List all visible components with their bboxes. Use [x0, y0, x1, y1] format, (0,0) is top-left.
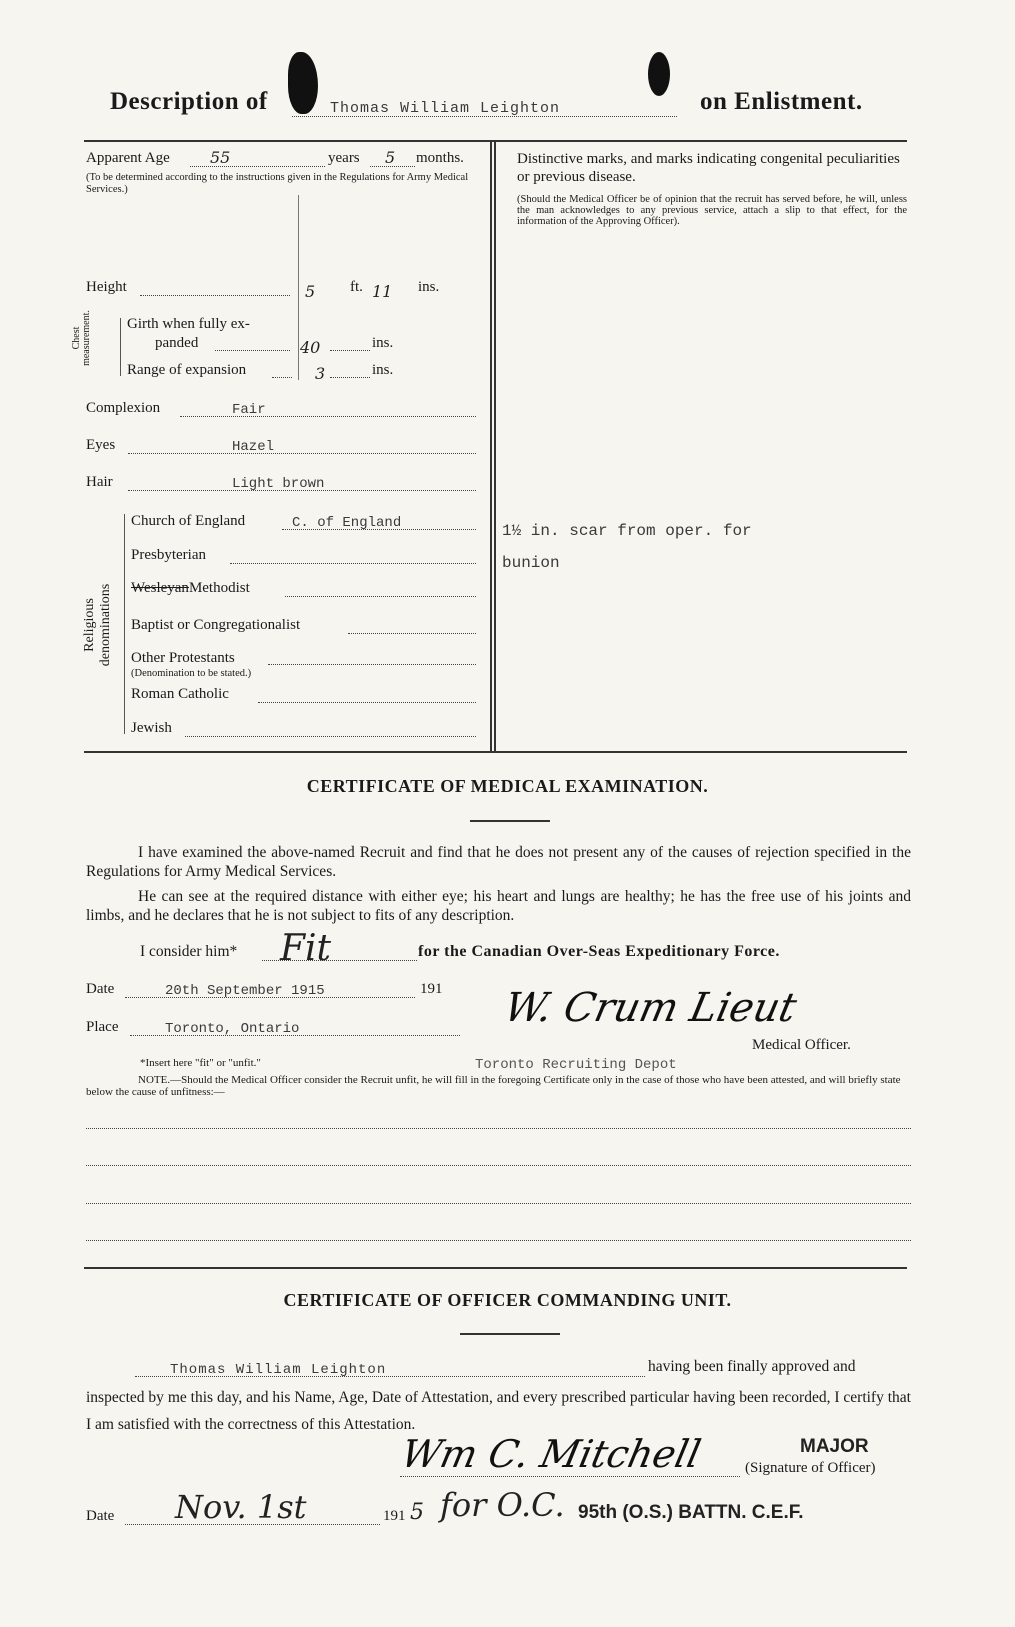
insert-note: *Insert here "fit" or "unfit." — [140, 1057, 261, 1069]
hair-value: Light brown — [232, 476, 325, 492]
ins-label: ins. — [418, 279, 440, 295]
for-oc: for O.C. — [440, 1486, 565, 1524]
co-signature: Wm C. Mitchell — [397, 1432, 705, 1476]
complexion-label: Complexion — [86, 400, 161, 416]
marks-value: 1½ in. scar from oper. for — [502, 522, 752, 540]
medical-date-year: 191 — [420, 981, 443, 997]
medical-cert-title: CERTIFICATE OF MEDICAL EXAMINATION. — [306, 776, 709, 796]
rel-catholic-label: Roman Catholic — [131, 686, 229, 702]
co-text-1: having been finally approved and — [648, 1358, 856, 1375]
medical-date-label: Date — [86, 981, 115, 997]
months-label: months. — [416, 150, 464, 166]
height-ft: 5 — [305, 282, 316, 301]
consider-value: Fit — [280, 928, 331, 969]
rel-church-value: C. of England — [292, 515, 402, 531]
ft-label: ft. — [350, 279, 363, 295]
medical-officer-signature: W. Crum Lieut — [500, 985, 801, 1031]
religion-side-label: Religious — [82, 598, 97, 652]
eyes-label: Eyes — [86, 437, 116, 453]
height-ins: 11 — [372, 282, 393, 301]
rel-wesleyan-label: Wesleyan — [131, 580, 189, 596]
consider-suffix: for the Canadian Over-Seas Expeditionary Force. — [418, 943, 780, 960]
co-year-prefix: 191 — [383, 1508, 406, 1524]
rel-methodist-label: Methodist — [188, 580, 250, 596]
ink-blot — [648, 52, 670, 96]
years-label: years — [328, 150, 360, 166]
column-divider — [494, 140, 496, 752]
religion-side-label-2: denominations — [98, 583, 113, 667]
recruit-name: Thomas William Leighton — [330, 100, 561, 117]
eyes-value: Hazel — [232, 439, 275, 455]
co-recruit-name: Thomas William Leighton — [170, 1362, 387, 1378]
rel-presbyterian-label: Presbyterian — [131, 547, 206, 563]
range-value: 3 — [315, 364, 326, 383]
age-months: 5 — [385, 148, 396, 167]
apparent-age-label: Apparent Age — [86, 150, 170, 166]
co-sig-label: (Signature of Officer) — [745, 1460, 876, 1476]
medical-para-2: He can see at the required distance with either eye; his heart and lungs are healthy; he has the free use of his joints and limbs, and he declares that he is not subject to fits of any description. — [86, 888, 911, 924]
medical-place-label: Place — [86, 1019, 119, 1035]
range-label: Range of expansion — [127, 362, 247, 378]
medical-date-value: 20th September 1915 — [165, 983, 325, 999]
battalion-stamp: 95th (O.S.) BATTN. C.E.F. — [578, 1502, 804, 1523]
marks-value-2: bunion — [502, 554, 560, 572]
depot-stamp: Toronto Recruiting Depot — [475, 1057, 677, 1073]
medical-note: NOTE.—Should the Medical Officer consider the Recruit unfit, he will fill in the foregoing Certificate only in the case of those who have been attested, and will briefly state below the cause of unfitness:— — [86, 1074, 901, 1098]
complexion-value: Fair — [232, 402, 266, 418]
girth-label-2: panded — [155, 335, 199, 351]
chest-side-label: Chest measurement. — [71, 310, 92, 366]
age-years: 55 — [210, 148, 231, 167]
co-year-suffix: 5 — [410, 1500, 424, 1525]
marks-title: Distinctive marks, and marks indicating congenital peculiarities or previous disease. — [517, 151, 900, 185]
rel-other-label: Other Protestants — [131, 650, 235, 666]
rel-baptist-label: Baptist or Congregationalist — [131, 617, 301, 633]
hair-label: Hair — [86, 474, 113, 490]
consider-label: I consider him* — [140, 943, 238, 960]
column-divider — [490, 140, 492, 752]
header-suffix: on Enlistment. — [700, 88, 863, 115]
rel-church-label: Church of England — [131, 513, 246, 529]
rel-jewish-label: Jewish — [131, 720, 172, 736]
medical-place-value: Toronto, Ontario — [165, 1021, 300, 1037]
co-cert-title: CERTIFICATE OF OFFICER COMMANDING UNIT. — [283, 1290, 732, 1310]
ink-blot — [288, 52, 318, 114]
girth-label: Girth when fully ex- — [127, 316, 250, 332]
co-date-value: Nov. 1st — [175, 1488, 307, 1526]
age-note: (To be determined according to the instructions given in the Regulations for Army Medical Services.) — [86, 172, 469, 195]
range-ins: ins. — [372, 362, 394, 378]
height-label: Height — [86, 279, 127, 295]
girth-value: 40 — [300, 338, 321, 357]
co-text-2: inspected by me this day, and his Name, Age, Date of Attestation, and every prescribed particular having been recorded, I certify that I am satisfied with the correctness of this Attestation. — [86, 1389, 911, 1433]
medical-officer-label: Medical Officer. — [752, 1037, 851, 1053]
girth-ins: ins. — [372, 335, 394, 351]
header-prefix: Description of — [110, 88, 268, 115]
rank-stamp: MAJOR — [800, 1436, 869, 1457]
header-rule — [84, 140, 907, 142]
medical-para-1: I have examined the above-named Recruit and find that he does not present any of the causes of rejection specified in the Regulations for Army Medical Services. — [86, 844, 911, 880]
marks-note: (Should the Medical Officer be of opinion that the recruit has served before, he will, unless the man acknowledges to any previous service, attach a slip to that effect, for the information of the Approving Officer). — [517, 194, 907, 227]
rel-other-note: (Denomination to be stated.) — [131, 668, 252, 679]
co-date-label: Date — [86, 1508, 115, 1524]
